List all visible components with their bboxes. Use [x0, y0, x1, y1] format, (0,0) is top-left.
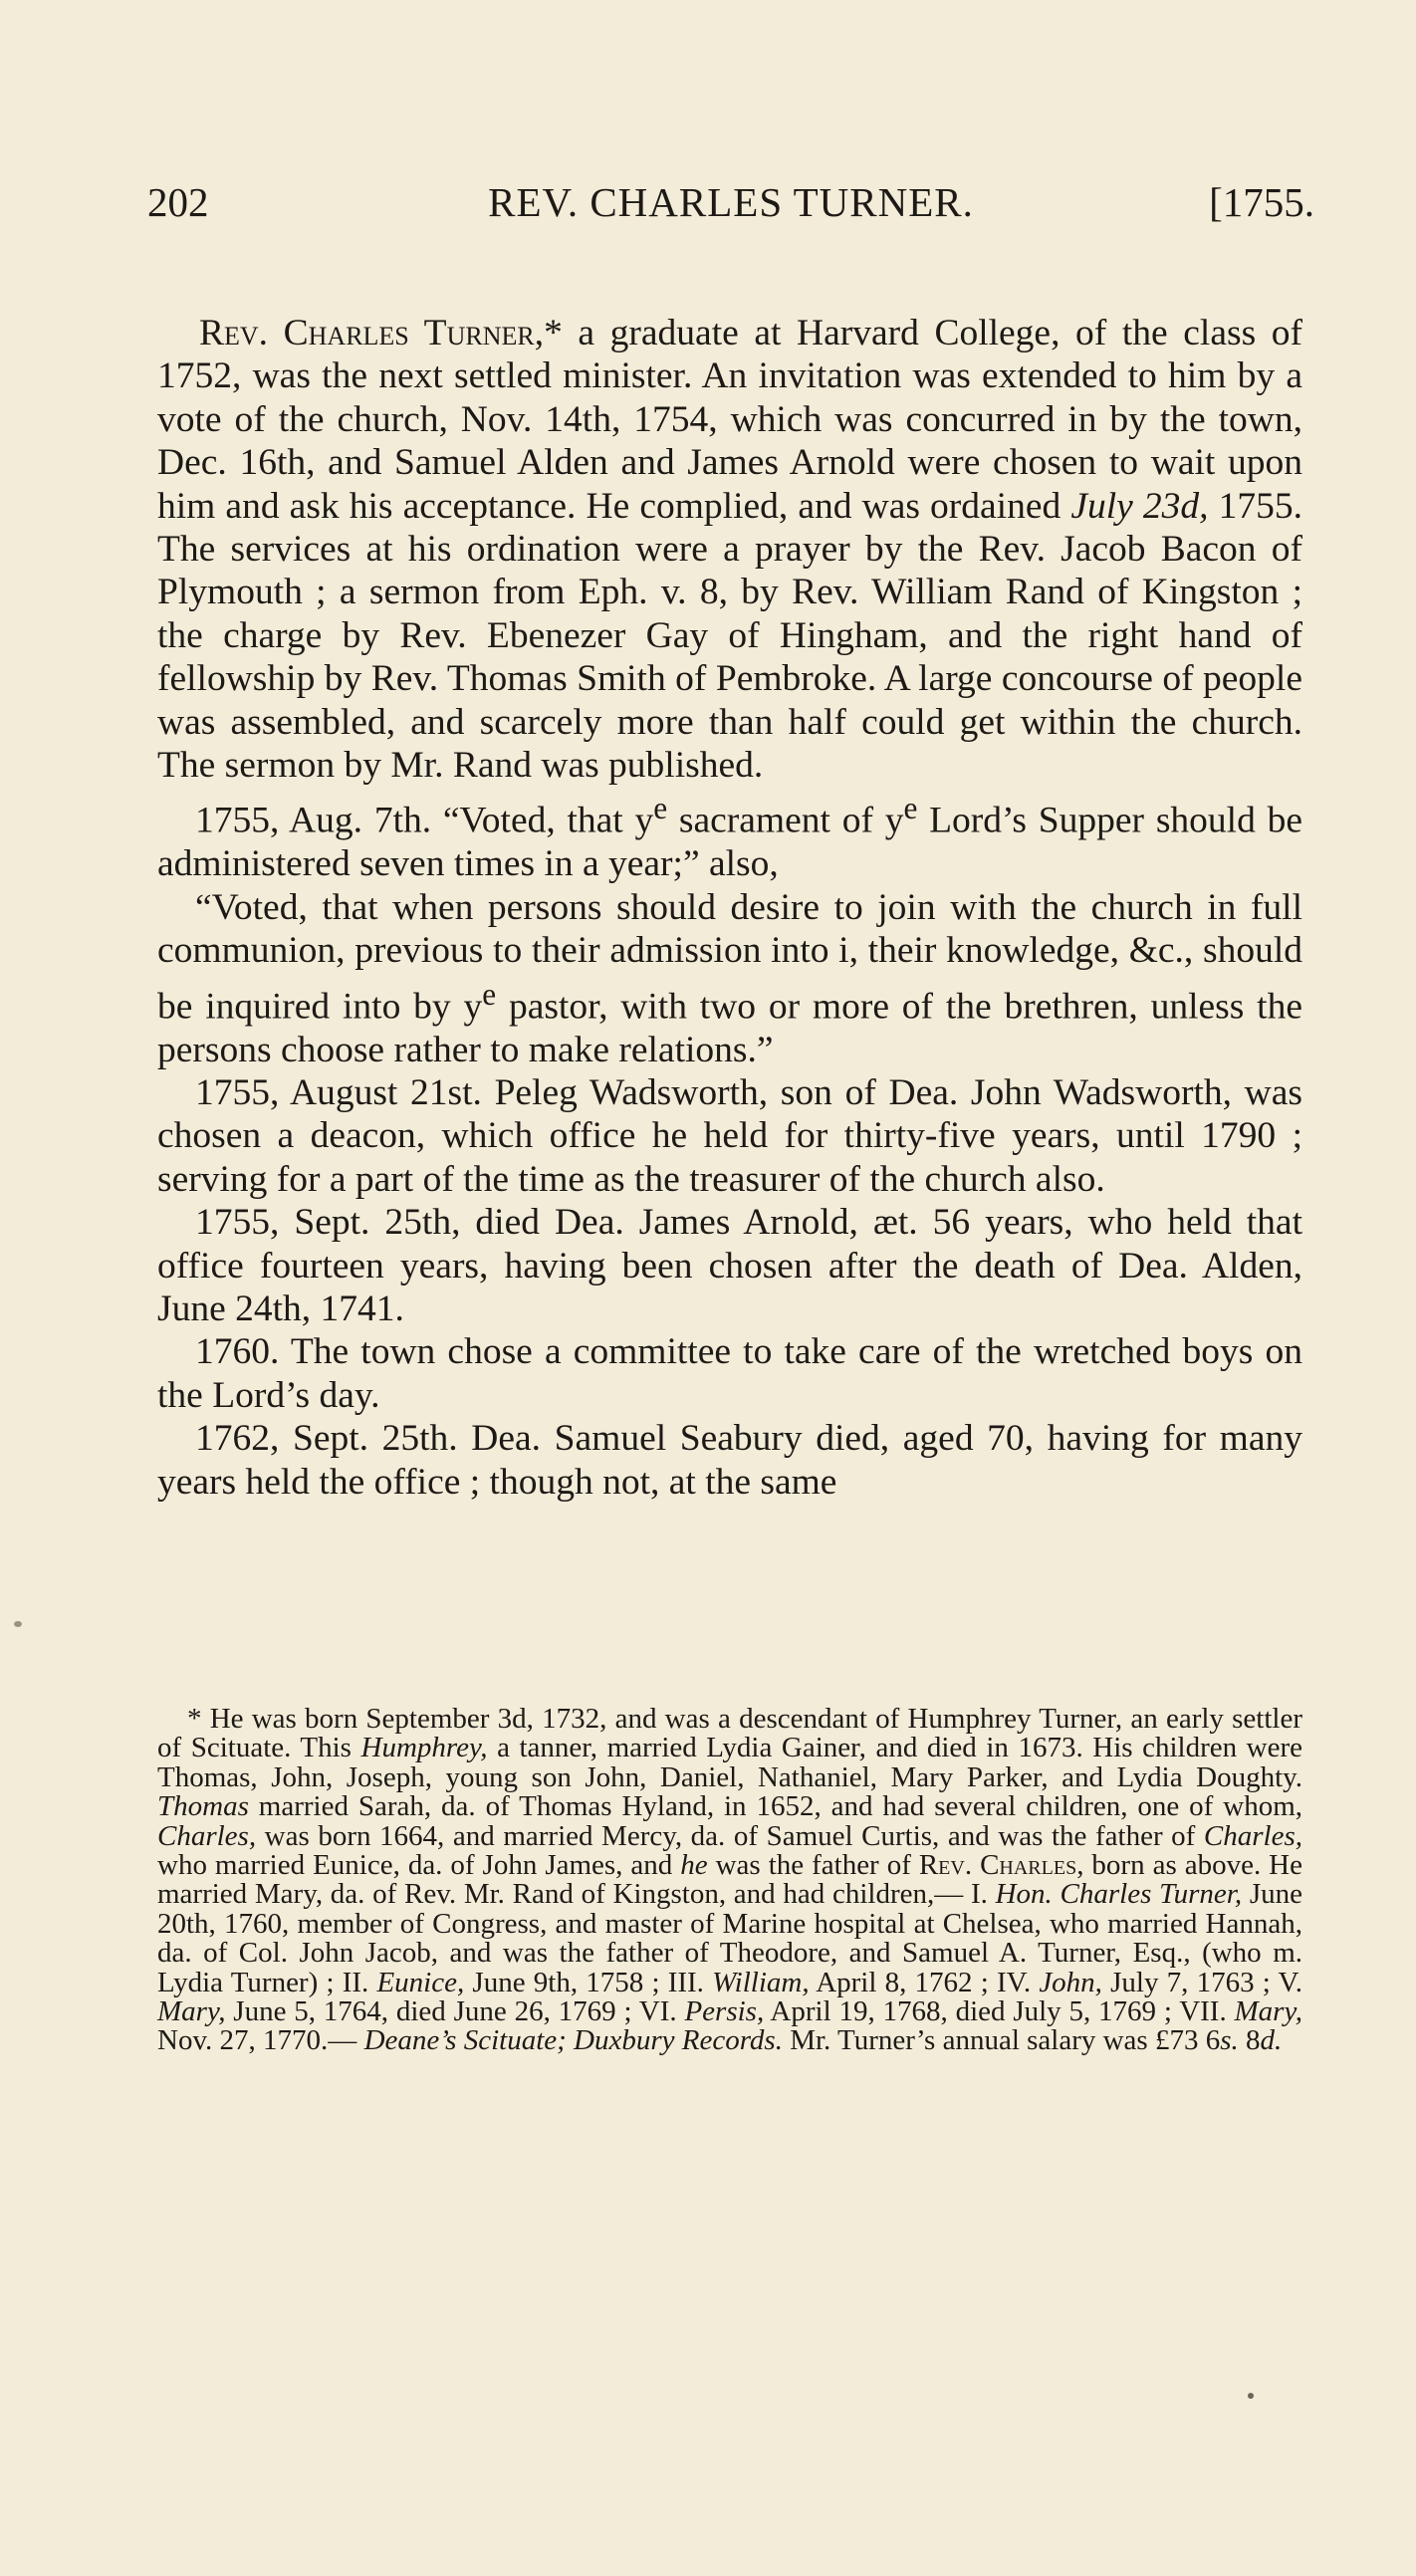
text-run: was the father of — [707, 1849, 919, 1882]
italic-text: d. — [1260, 2024, 1283, 2057]
text-run: April 19, 1768, died July 5, 1769 ; VII. — [764, 1995, 1235, 2028]
paragraph-4: 1755, August 21st. Peleg Wadsworth, son of Dea. John Wadsworth, was chosen a deacon, which office he held for thirty-five years, until 1790 ; serving for a part of the time as the treasurer of the church also. — [157, 1071, 1302, 1200]
italic-text: he — [680, 1849, 708, 1882]
paragraph-5: 1755, Sept. 25th, died Dea. James Arnold, æt. 56 years, who held that office fourteen years, having been chosen after the death of Dea. Alden, June 24th, 1741. — [157, 1202, 1302, 1329]
text-run: June 9th, 1758 ; III. — [464, 1966, 713, 1998]
ink-spot — [1248, 2393, 1254, 2399]
text-run: born as above. He married Mary, da. of Rev. Mr. Rand of Kingston, and had children,— I. — [157, 1849, 1302, 1911]
header-year: [1755. — [1209, 179, 1314, 225]
text-run: “Voted, that when persons should desire to join with the church in full communion, previous to their admission into i, their knowledge, &c., should be inquired into by y — [157, 886, 1302, 1028]
superscript: e — [482, 976, 497, 1012]
italic-date: July 23d, — [1070, 485, 1209, 527]
ink-spot — [14, 1621, 22, 1627]
superscript: e — [653, 791, 668, 826]
text-run: a tanner, married Lydia Gainer, and died in 1673. His children were Thomas, John, Joseph, young son John, Daniel, Nathaniel, Mary Parker, and Lydia Doughty. — [157, 1732, 1303, 1793]
running-title: REV. CHARLES TURNER. — [488, 179, 974, 225]
text-run: July 7, 1763 ; V. — [1101, 1966, 1302, 1998]
footnote-paragraph — [157, 1705, 1302, 2056]
text-run: sacrament of y — [667, 800, 904, 841]
text-run: June 5, 1764, died June 26, 1769 ; VI. — [225, 1995, 685, 2028]
superscript: e — [903, 791, 918, 826]
name-small-caps: Rev. Charles, — [918, 1849, 1084, 1882]
paragraph-1 — [157, 312, 1302, 787]
running-header — [147, 177, 1314, 227]
italic-text: Mary, — [157, 1995, 226, 2028]
text-run: married Sarah, da. of Thomas Hyland, in 1652, and had several children, one of whom, — [248, 1790, 1302, 1823]
paragraph-6: 1760. The town chose a committee to take care of the wretched boys on the Lord’s day. — [157, 1331, 1302, 1416]
italic-source: Deane’s Scituate; Duxbury Records. — [363, 2024, 783, 2057]
italic-text: Charles, — [1203, 1819, 1302, 1852]
paragraph-2 — [157, 787, 1302, 885]
italic-text: Persis, — [684, 1995, 765, 2028]
footnote — [157, 1705, 1302, 2056]
italic-text: s. — [1220, 2024, 1239, 2057]
italic-text: William, — [712, 1966, 810, 1998]
text-run: Nov. 27, 1770.— — [157, 2024, 364, 2057]
text-run: was born 1664, and married Mercy, da. of Samuel Curtis, and was the father of — [256, 1819, 1204, 1852]
main-text — [157, 312, 1302, 1504]
italic-text: Charles, — [157, 1819, 257, 1852]
text-run: 1755. The services at his ordination were a prayer by the Rev. Jacob Bacon of Plymouth ; a sermon from Eph. v. 8, by Rev. William Rand of Kingston ; the charge by Rev. Ebenezer Gay of Hingham, and the right hand of fellowship by Rev. Thomas Smith of Pembroke. A large concourse of people was assembled, and scarcely more than half could get within the church. The sermon by Mr. Rand was published. — [157, 485, 1303, 787]
text-run: pastor, with two or more of the brethren, unless the persons choose rather to make relations.” — [157, 986, 1302, 1070]
text-run: * He was born September 3d, 1732, and was a descendant of Humphrey Turner, an early settler of Scituate. This — [157, 1703, 1302, 1764]
italic-text: John, — [1039, 1966, 1102, 1998]
paragraph-3 — [157, 886, 1302, 1071]
text-run: Lord’s Supper should be administered seven times in a year;” also, — [157, 800, 1303, 885]
page-number: 202 — [147, 179, 209, 225]
italic-text: Eunice, — [376, 1966, 465, 1998]
text-run: * a graduate at Harvard College, of the class of 1752, was the next settled minister. An invitation was extended to him by a vote of the church, Nov. 14th, 1754, which was concurred in by the town, Dec. 16th, and Samuel Alden and James Arnold were chosen to wait upon him and ask his acceptance. He complied, and was ordained — [157, 313, 1303, 527]
text-run: Mr. Turner’s annual salary was £73 6 — [782, 2024, 1221, 2057]
name-small-caps: Rev. Charles Turner, — [199, 313, 545, 353]
text-run: who married Eunice, da. of John James, and — [157, 1849, 681, 1882]
italic-text: Humphrey, — [360, 1732, 488, 1764]
italic-text: Thomas — [157, 1790, 249, 1823]
text-run: June 20th, 1760, member of Congress, and master of Marine hospital at Chelsea, who married Hannah, da. of Col. John Jacob, and was the father of Theodore, and Samuel A. Turner, Esq., (who m. Lydia Turner) ; II. — [157, 1878, 1302, 1998]
italic-text: Mary, — [1234, 1995, 1302, 2028]
text-run: 1755, Aug. 7th. “Voted, that y — [195, 800, 654, 841]
italic-text: Hon. Charles Turner, — [995, 1878, 1243, 1911]
paragraph-7: 1762, Sept. 25th. Dea. Samuel Seabury died, aged 70, having for many years held the office ; though not, at the same — [157, 1418, 1302, 1503]
text-run: April 8, 1762 ; IV. — [809, 1966, 1040, 1998]
text-run: 8 — [1238, 2024, 1261, 2057]
